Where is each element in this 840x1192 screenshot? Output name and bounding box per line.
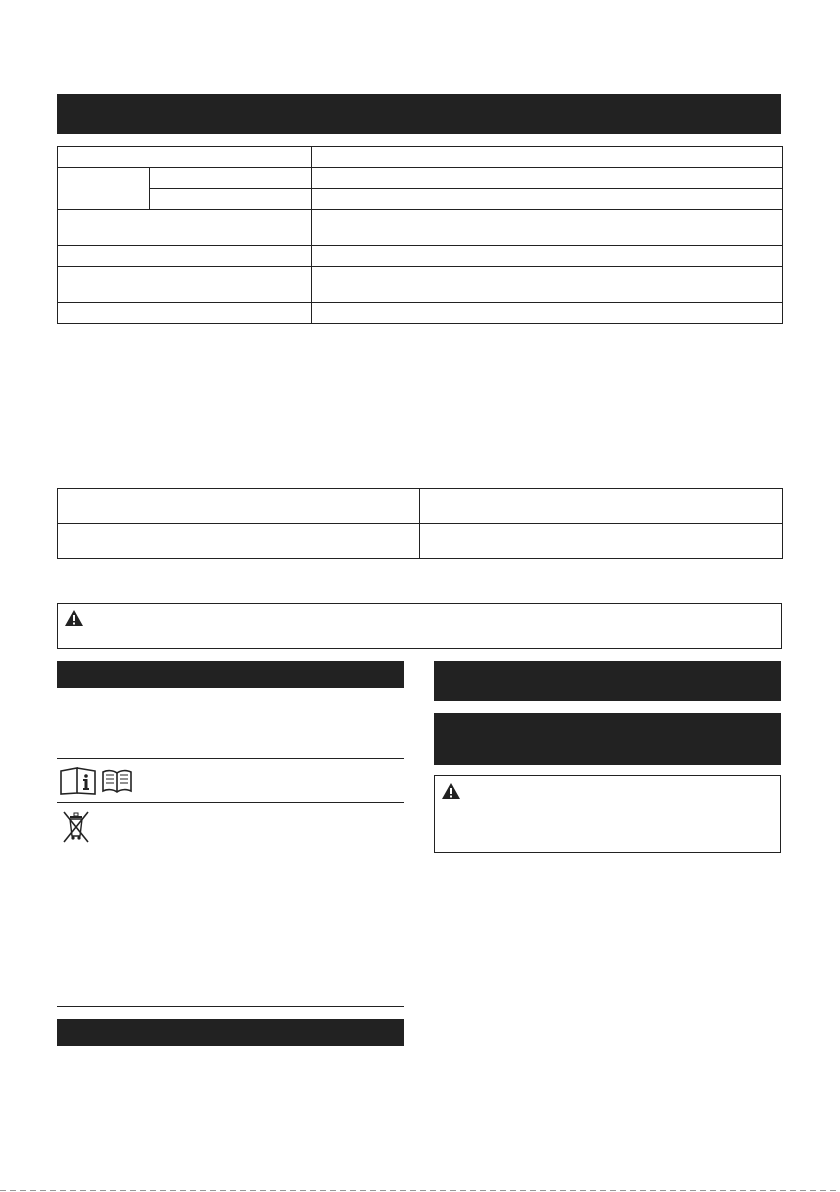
table-cell	[312, 147, 783, 168]
table-row	[58, 303, 783, 324]
table-cell	[312, 303, 783, 324]
safety-subheading-bar	[434, 713, 781, 765]
output-table	[57, 488, 783, 559]
table-cell	[312, 267, 783, 303]
table-cell	[312, 189, 783, 210]
table-cell	[312, 246, 783, 267]
crossed-out-wheelie-bin-icon	[62, 810, 90, 844]
table-cell	[58, 489, 420, 524]
divider	[57, 802, 404, 803]
table-row	[58, 246, 783, 267]
page-bottom-edge	[0, 1190, 840, 1191]
table-row	[58, 168, 783, 189]
table-cell	[150, 168, 312, 189]
table-cell	[58, 168, 150, 210]
read-manual-icon	[59, 767, 97, 795]
safety-heading-bar	[434, 661, 781, 701]
warning-triangle-icon	[441, 782, 461, 800]
table-cell	[58, 210, 312, 246]
table-row	[58, 267, 783, 303]
table-row	[58, 210, 783, 246]
table-row	[58, 147, 783, 168]
divider	[57, 758, 404, 759]
table-cell	[58, 246, 312, 267]
open-book-icon	[101, 769, 133, 794]
table-row	[58, 524, 783, 559]
warning-triangle-icon	[64, 609, 84, 627]
table-row	[58, 189, 783, 210]
table-cell	[150, 189, 312, 210]
symbols-heading-bar	[57, 661, 404, 688]
header-bar	[57, 94, 781, 134]
warning-box	[57, 603, 782, 649]
table-row	[58, 489, 783, 524]
table-cell	[58, 524, 420, 559]
intended-use-heading-bar	[57, 1019, 404, 1046]
table-cell	[58, 147, 312, 168]
table-cell	[312, 210, 783, 246]
table-cell	[420, 524, 783, 559]
specifications-table	[57, 146, 783, 324]
divider	[57, 1006, 404, 1007]
table-cell	[312, 168, 783, 189]
table-cell	[58, 267, 312, 303]
safety-warning-box	[434, 775, 781, 853]
table-cell	[420, 489, 783, 524]
table-cell	[58, 303, 312, 324]
